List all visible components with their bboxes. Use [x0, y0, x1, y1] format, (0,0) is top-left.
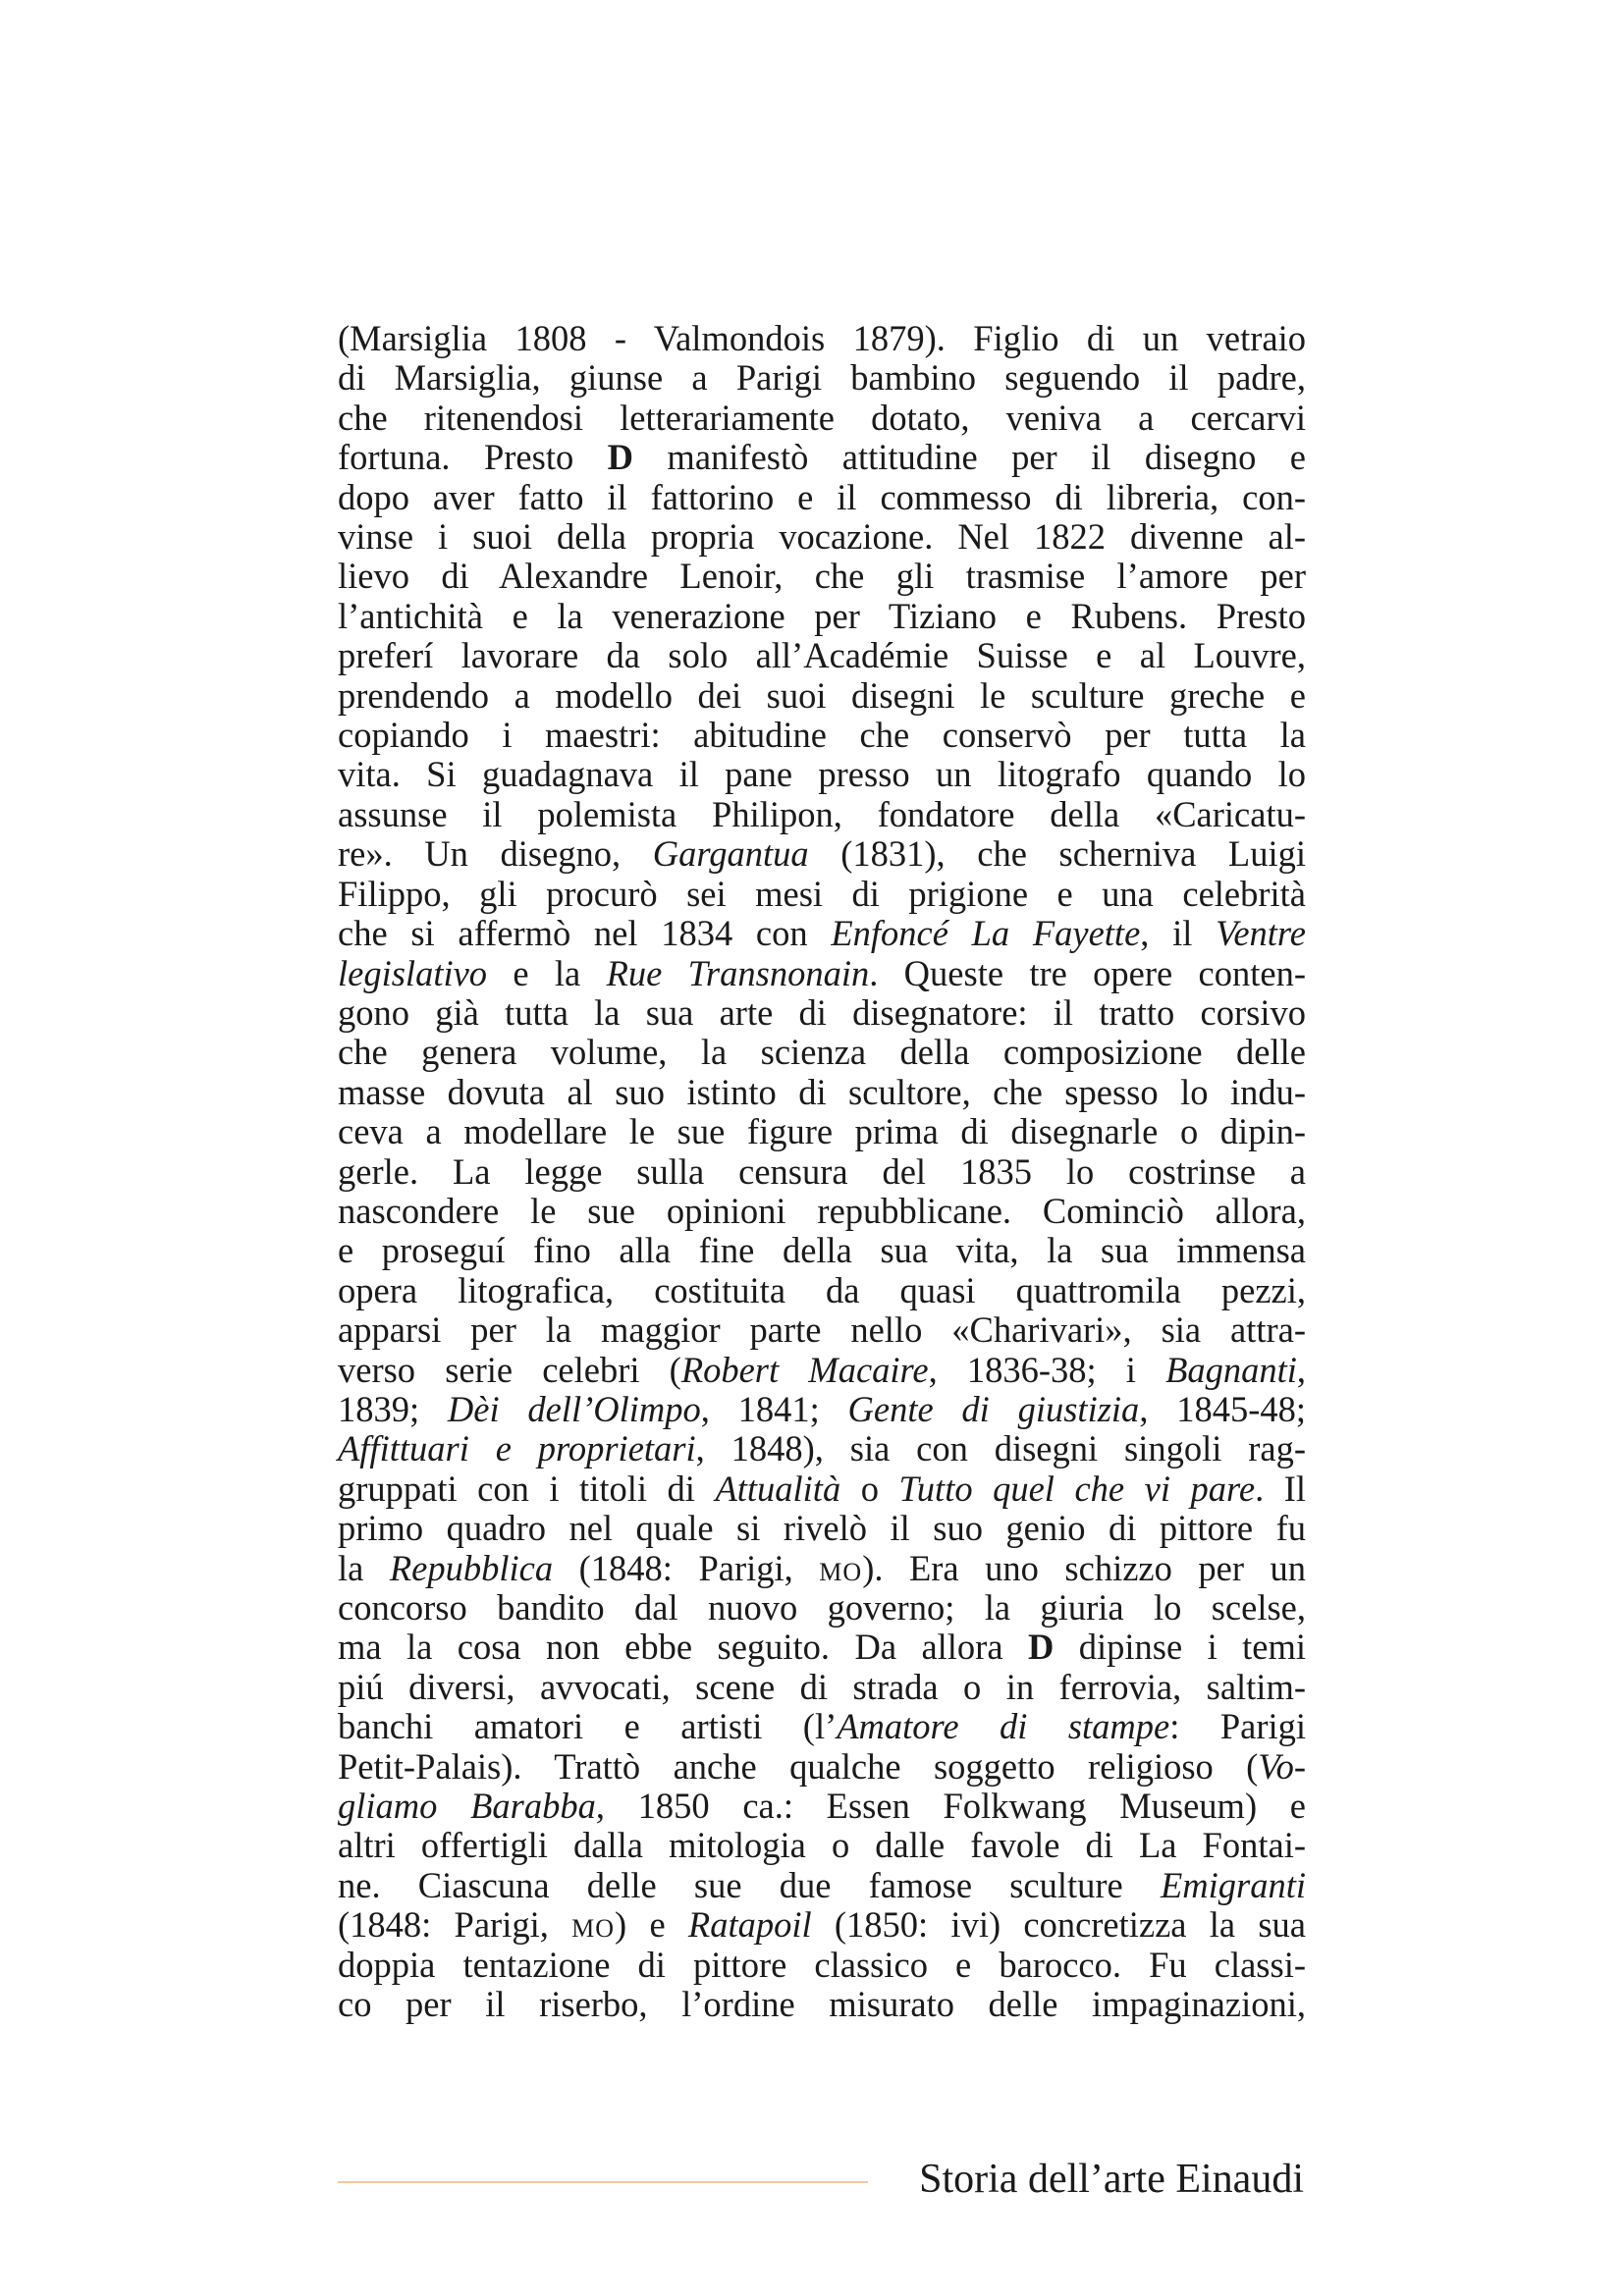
text-segment: verso serie celebri (: [338, 1349, 681, 1390]
text-line: [338, 319, 1306, 358]
text-segment: mo: [571, 1904, 616, 1946]
text-segment: che si affermò nel 1834 con: [338, 913, 832, 954]
text-segment: 1839;: [338, 1388, 448, 1429]
text-segment: Robert Macaire: [680, 1349, 929, 1390]
text-segment: nascondere le sue opinioni repubblicane. Cominciò allora,: [338, 1190, 1306, 1231]
text-segment: e proseguí fino alla fine della sua vita, la sua immensa: [338, 1230, 1306, 1271]
footer-rule: [338, 2181, 868, 2183]
text-segment: co per il riserbo, l’ordine misurato delle impaginazioni,: [338, 1984, 1306, 2025]
text-segment: assunse il polemista Philipon, fondatore della «Caricatu-: [338, 793, 1306, 834]
text-segment: o: [840, 1468, 899, 1509]
text-segment: che ritenendosi letterariamente dotato, veniva a cercarvi: [338, 397, 1306, 438]
text-line: [338, 1192, 1306, 1231]
text-segment: (1850: ivi) concretizza la sua: [811, 1904, 1307, 1946]
text-segment: (1831), che scherniva Luigi: [808, 833, 1307, 875]
text-segment: ). Era uno schizzo per un: [862, 1547, 1307, 1588]
text-segment: manifestò attitudine per il disegno e: [633, 437, 1306, 478]
text-segment: concorso bandito dal nuovo governo; la giuria lo scelse,: [338, 1587, 1306, 1628]
text-line: [338, 557, 1306, 596]
text-segment: primo quadro nel quale si rivelò il suo genio di pittore fu: [338, 1508, 1306, 1549]
text-line: [338, 1271, 1306, 1310]
text-segment: , 1848), sia con disegni singoli rag-: [695, 1428, 1306, 1469]
text-segment: , 1850 ca.: Essen Folkwang Museum) e: [595, 1786, 1306, 1827]
text-segment: gliamo Barabba: [338, 1786, 596, 1827]
text-segment: D: [1027, 1627, 1055, 1668]
text-line: [338, 1152, 1306, 1192]
text-segment: Attualità: [715, 1468, 841, 1509]
footer-title: Storia dell’arte Einaudi: [919, 2157, 1304, 2202]
text-segment: Affittuari e proprietari: [338, 1428, 696, 1469]
text-segment: Repubblica: [389, 1547, 554, 1588]
text-segment: altri offertigli dalla mitologia o dalle favole di La Fontai-: [338, 1825, 1306, 1866]
text-segment: Filippo, gli procurò sei mesi di prigione e una celebrità: [338, 873, 1306, 914]
text-segment: gerle. La legge sulla censura del 1835 lo costrinse a: [338, 1150, 1306, 1192]
text-segment: masse dovuta al suo istinto di scultore, che spesso lo indu-: [338, 1071, 1306, 1112]
text-line: [338, 1668, 1306, 1707]
text-segment: vita. Si guadagnava il pane presso un litografo quando lo: [338, 754, 1306, 795]
text-segment: , il: [1140, 913, 1217, 954]
text-segment: Ratapoil: [687, 1904, 812, 1946]
text-line: [338, 1509, 1306, 1548]
text-line: [338, 1073, 1306, 1112]
text-segment: la: [338, 1547, 390, 1588]
text-segment: : Parigi: [1169, 1706, 1307, 1747]
text-segment: che genera volume, la scienza della composizione delle: [338, 1032, 1306, 1073]
text-segment: Emigranti: [1160, 1864, 1306, 1905]
text-segment: , 1836-38; i: [928, 1349, 1166, 1390]
text-segment: Ventre: [1216, 913, 1306, 954]
text-segment: , 1841;: [700, 1388, 848, 1429]
text-segment: banchi amatori e artisti (l’: [338, 1706, 838, 1747]
text-segment: (Marsiglia 1808 - Valmondois 1879). Figlio di un vetraio: [338, 318, 1306, 358]
text-line: [338, 1826, 1306, 1865]
text-segment: ) e: [615, 1904, 688, 1946]
text-segment: gruppati con i titoli di: [338, 1468, 716, 1509]
text-segment: opera litografica, costituita da quasi quattromila pezzi,: [338, 1269, 1306, 1310]
text-segment: D: [607, 437, 633, 478]
text-line: [338, 1351, 1306, 1390]
text-line: [338, 1549, 1306, 1588]
text-line: [338, 1985, 1306, 2024]
text-line: [338, 1390, 1306, 1429]
text-line: [338, 399, 1306, 438]
text-segment: piú diversi, avvocati, scene di strada o in ferrovia, saltim-: [338, 1666, 1306, 1707]
text-line: [338, 1905, 1306, 1945]
text-segment: ne. Ciascuna delle sue due famose sculture: [338, 1864, 1161, 1905]
text-segment: re». Un disegno,: [338, 833, 653, 875]
text-segment: copiando i maestri: abitudine che conservò per tutta la: [338, 715, 1306, 756]
text-segment: gono già tutta la sua arte di disegnatore: il tratto corsivo: [338, 991, 1306, 1033]
text-segment: Vo-: [1258, 1745, 1306, 1787]
text-line: [338, 1628, 1306, 1667]
text-segment: Petit-Palais). Trattò anche qualche soggetto religioso (: [338, 1745, 1259, 1787]
text-line: [338, 1707, 1306, 1746]
text-segment: dipinse i temi: [1054, 1627, 1306, 1668]
text-line: [338, 517, 1306, 557]
text-line: [338, 1310, 1306, 1350]
text-segment: Gargantua: [652, 833, 809, 875]
text-line: [338, 954, 1306, 993]
text-segment: Bagnanti: [1165, 1349, 1297, 1390]
text-line: [338, 993, 1306, 1033]
text-segment: doppia tentazione di pittore classico e barocco. Fu classi-: [338, 1944, 1306, 1985]
text-segment: . Queste tre opere conten-: [869, 952, 1306, 993]
text-segment: mo: [819, 1547, 863, 1588]
text-segment: Tutto quel che vi pare: [898, 1468, 1256, 1509]
text-line: [338, 636, 1306, 675]
article-body: [338, 319, 1306, 2024]
text-segment: lievo di Alexandre Lenoir, che gli trasmise l’amore per: [338, 556, 1306, 597]
text-line: [338, 1429, 1306, 1468]
text-segment: dopo aver fatto il fattorino e il commesso di libreria, con-: [338, 476, 1306, 517]
text-line: [338, 716, 1306, 755]
text-segment: vinse i suoi della propria vocazione. Nel 1822 divenne al-: [338, 516, 1306, 558]
text-segment: Amatore di stampe: [837, 1706, 1170, 1747]
text-segment: ,: [1296, 1349, 1307, 1390]
text-line: [338, 1747, 1306, 1787]
text-segment: legislativo: [338, 952, 488, 993]
text-line: [338, 755, 1306, 794]
text-segment: Rue Transnonain: [606, 952, 870, 993]
text-line: [338, 1866, 1306, 1905]
text-segment: fortuna. Presto: [338, 437, 608, 478]
text-line: [338, 438, 1306, 477]
text-segment: Enfoncé La Fayette: [831, 913, 1141, 954]
text-line: [338, 478, 1306, 517]
text-line: [338, 795, 1306, 834]
text-line: [338, 875, 1306, 914]
text-segment: ma la cosa non ebbe seguito. Da allora: [338, 1627, 1028, 1668]
text-segment: di Marsiglia, giunse a Parigi bambino seguendo il padre,: [338, 357, 1306, 399]
text-line: [338, 1787, 1306, 1826]
text-segment: l’antichità e la venerazione per Tiziano e Rubens. Presto: [338, 595, 1306, 636]
text-line: [338, 1588, 1306, 1628]
text-segment: Gente di giustizia: [847, 1388, 1140, 1429]
text-line: [338, 358, 1306, 398]
text-line: [338, 1033, 1306, 1072]
text-line: [338, 834, 1306, 874]
text-segment: Dèi dell’Olimpo: [447, 1388, 701, 1429]
text-segment: (1848: Parigi,: [553, 1547, 820, 1588]
text-line: [338, 1112, 1306, 1151]
text-segment: apparsi per la maggior parte nello «Charivari», sia attra-: [338, 1309, 1306, 1351]
text-line: [338, 1946, 1306, 1985]
text-segment: (1848: Parigi,: [338, 1904, 572, 1946]
text-segment: . Il: [1255, 1468, 1307, 1509]
text-line: [338, 1469, 1306, 1509]
text-line: [338, 914, 1306, 953]
text-segment: ceva a modellare le sue figure prima di disegnarle o dipin-: [338, 1111, 1306, 1152]
text-segment: , 1845-48;: [1139, 1388, 1306, 1429]
text-line: [338, 597, 1306, 636]
text-line: [338, 676, 1306, 716]
text-segment: e la: [487, 952, 607, 993]
text-line: [338, 1231, 1306, 1270]
text-segment: prendendo a modello dei suoi disegni le sculture greche e: [338, 674, 1306, 716]
text-segment: preferí lavorare da solo all’Académie Suisse e al Louvre,: [338, 635, 1306, 676]
